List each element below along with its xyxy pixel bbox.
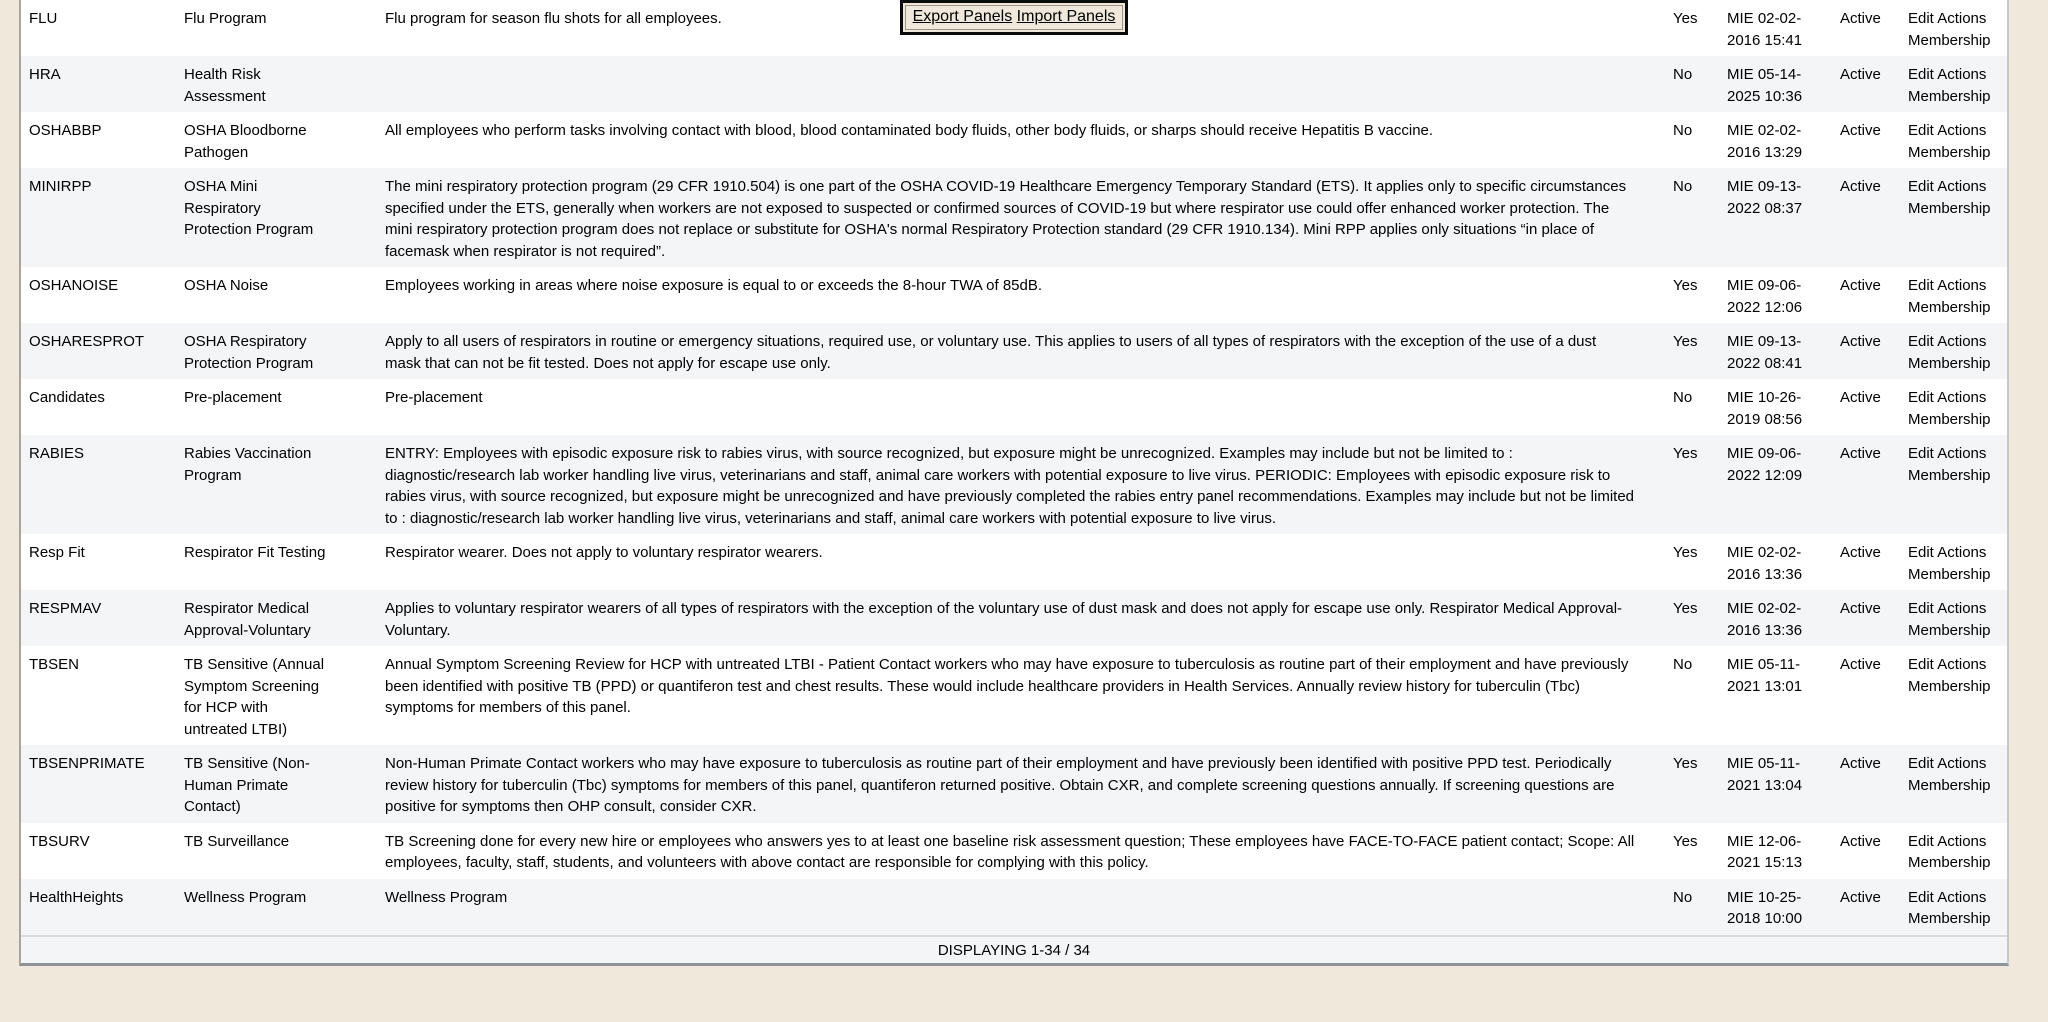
actions-link[interactable]: Actions — [1937, 888, 1987, 906]
table-row — [21, 646, 2007, 745]
membership-link[interactable]: Membership — [1908, 298, 1991, 316]
panel-code-cell: TBSURV — [29, 832, 90, 850]
panel-actions-cell — [1900, 534, 2007, 590]
panel-actions-cell — [1900, 435, 2007, 534]
panel-name-cell: TB Sensitive (Annual Symptom Screening for HCP with untreated LTBI) — [184, 656, 325, 738]
panel-actions-cell — [1900, 823, 2007, 879]
panel-flag-cell: Yes — [1665, 745, 1719, 823]
panel-description-cell: Respirator wearer. Does not apply to voluntary respirator wearers. — [385, 544, 823, 561]
membership-link[interactable]: Membership — [1908, 910, 1991, 927]
panel-code-cell: HealthHeights — [21, 879, 176, 936]
panel-name-cell: TB Sensitive (Non-Human Primate Contact) — [176, 745, 377, 823]
panel-code-cell: RESPMAV — [21, 590, 176, 646]
table-row — [21, 323, 2007, 379]
edit-link[interactable]: Edit — [1908, 445, 1934, 462]
edit-link[interactable]: Edit — [1908, 66, 1934, 83]
panel-modified-cell: MIE 02-02-2016 13:36 — [1727, 544, 1803, 583]
panel-code-cell: OSHABBP — [29, 122, 102, 139]
panel-code-cell: Resp Fit — [29, 544, 85, 561]
edit-link[interactable]: Edit — [1908, 277, 1934, 294]
table-row — [21, 823, 2007, 879]
actions-link[interactable]: Actions — [1937, 122, 1987, 139]
membership-link[interactable]: Membership — [1908, 677, 1991, 695]
panel-description-cell: Employees working in areas where noise exposure is equal to or exceeds the 8-hour TWA of 85dB. — [385, 277, 1043, 294]
panel-flag-cell: Yes — [1665, 323, 1719, 379]
membership-link[interactable]: Membership — [1908, 776, 1991, 794]
edit-link[interactable]: Edit — [1908, 544, 1934, 561]
membership-link[interactable]: Membership — [1908, 199, 1991, 217]
membership-link[interactable]: Membership — [1908, 565, 1991, 583]
membership-link[interactable]: Membership — [1908, 87, 1991, 105]
panel-flag-cell: No — [1673, 122, 1693, 139]
edit-link[interactable]: Edit — [1908, 333, 1934, 350]
panel-name-cell: Flu Program — [184, 10, 267, 27]
panel-modified-cell: MIE 10-26-2019 08:56 — [1727, 389, 1803, 428]
table-row — [21, 435, 2007, 534]
panel-status-cell: Active — [1832, 745, 1900, 823]
panel-name-cell: Pre-placement — [184, 389, 282, 406]
membership-link[interactable]: Membership — [1908, 466, 1991, 484]
actions-link[interactable]: Actions — [1937, 10, 1987, 27]
table-row — [21, 534, 2007, 590]
export-panels-link[interactable]: Export Panels — [912, 8, 1013, 25]
panel-status-cell: Active — [1832, 56, 1900, 112]
panel-modified-cell: MIE 09-13-2022 08:37 — [1719, 168, 1832, 267]
panel-modified-cell: MIE 02-02-2016 15:41 — [1727, 10, 1803, 49]
edit-link[interactable]: Edit — [1908, 656, 1934, 673]
actions-link[interactable]: Actions — [1937, 544, 1987, 561]
panel-actions-cell — [1900, 323, 2007, 379]
actions-link[interactable]: Actions — [1937, 333, 1987, 350]
panel-flag-cell: Yes — [1673, 277, 1698, 294]
panel-actions-cell — [1900, 168, 2007, 267]
actions-link[interactable]: Actions — [1937, 445, 1987, 462]
panel-status-cell: Active — [1832, 435, 1900, 534]
edit-link[interactable]: Edit — [1908, 888, 1934, 906]
panel-status-cell: Active — [1840, 832, 1881, 850]
panel-code-cell: MINIRPP — [21, 168, 176, 267]
panel-name-cell: OSHA Noise — [184, 277, 269, 294]
panel-name-cell: Health Risk Assessment — [176, 56, 377, 112]
panel-modified-cell: MIE 10-25-2018 10:00 — [1719, 879, 1832, 936]
panel-actions-cell — [1900, 745, 2007, 823]
table-row — [21, 112, 2007, 168]
panel-description-cell: Annual Symptom Screening Review for HCP with untreated LTBI - Patient Contact workers who may have exposure to tuberculosis as routine part of their employment and have previously been identified with positive TB (PPD) or quantiferon test and chest results. These would include healthcare providers in Health Services. Annually review history for tuberculin (Tbc) symptoms for members of this panel. — [385, 656, 1629, 716]
edit-link[interactable]: Edit — [1908, 122, 1934, 139]
panel-flag-cell: No — [1665, 56, 1719, 112]
panel-code-cell: Candidates — [29, 389, 105, 406]
panel-code-cell: TBSENPRIMATE — [21, 745, 176, 823]
panel-name-cell: OSHA Respiratory Protection Program — [176, 323, 377, 379]
panel-status-cell: Active — [1832, 879, 1900, 936]
actions-link[interactable]: Actions — [1937, 66, 1987, 83]
panel-flag-cell: Yes — [1673, 10, 1698, 27]
panel-flag-cell: Yes — [1665, 590, 1719, 646]
panel-flag-cell: No — [1673, 389, 1693, 406]
table-row — [21, 168, 2007, 267]
actions-link[interactable]: Actions — [1937, 832, 1987, 850]
edit-link[interactable]: Edit — [1908, 755, 1934, 772]
membership-link[interactable]: Membership — [1908, 621, 1991, 639]
panel-actions-cell — [1900, 112, 2007, 168]
table-footer-row — [21, 936, 2007, 964]
panel-status-cell: Active — [1840, 10, 1881, 27]
panel-actions-bar — [900, 0, 1129, 35]
membership-link[interactable]: Membership — [1908, 354, 1991, 372]
panel-modified-cell: MIE 09-06-2022 12:09 — [1719, 435, 1832, 534]
table-row — [21, 267, 2007, 323]
panel-status-cell: Active — [1832, 590, 1900, 646]
panel-status-cell: Active — [1840, 389, 1881, 406]
panel-description-cell: ENTRY: Employees with episodic exposure risk to rabies virus, with source recognized, but exposure might be unrecognized. Examples may include but not be limited to : diagnostic/research lab worker handling live virus, veterinarians and staff, animal care workers with potential exposure to live virus. PERIODIC: Employees with episodic exposure risk to rabies virus, with source recognized, but exposure might be unrecognized and have previously completed the rabies entry panel recommendations. Examples may include but not be limited to : diagnostic/research lab worker handling live virus, veterinarians and staff, animal care workers with potential exposure to live virus. — [377, 435, 1665, 534]
panel-modified-cell: MIE 02-02-2016 13:36 — [1719, 590, 1832, 646]
panel-actions-cell — [1900, 590, 2007, 646]
panel-flag-cell: Yes — [1673, 544, 1698, 561]
panel-modified-cell: MIE 05-14-2025 10:36 — [1719, 56, 1832, 112]
panel-code-cell: HRA — [21, 56, 176, 112]
panel-name-cell: Wellness Program — [176, 879, 377, 936]
panel-status-cell: Active — [1840, 656, 1881, 673]
panel-flag-cell: Yes — [1665, 435, 1719, 534]
panel-actions-cell — [1900, 879, 2007, 936]
panel-status-cell: Active — [1840, 277, 1881, 294]
panel-flag-cell: No — [1673, 656, 1693, 673]
panel-description-cell: All employees who perform tasks involving contact with blood, blood contaminated body fluids, other body fluids, or sharps should receive Hepatitis B vaccine. — [385, 122, 1434, 139]
panel-description-cell: Apply to all users of respirators in routine or emergency situations, required use, or voluntary use. This applies to users of all types of respirators with the exception of the use of a dust mask that can not be fit tested. Does not apply for escape use only. — [377, 323, 1665, 379]
actions-link[interactable]: Actions — [1937, 600, 1987, 617]
panel-code-cell: OSHANOISE — [29, 277, 119, 294]
panel-code-cell: FLU — [29, 10, 58, 27]
panel-flag-cell: No — [1665, 168, 1719, 267]
panel-modified-cell: MIE 09-06-2022 12:06 — [1727, 277, 1803, 316]
panel-modified-cell: MIE 02-02-2016 13:29 — [1727, 122, 1803, 161]
membership-link[interactable]: Membership — [1908, 410, 1991, 428]
edit-link[interactable]: Edit — [1908, 178, 1934, 195]
panel-status-cell: Active — [1840, 122, 1881, 139]
panel-description-cell: The mini respiratory protection program (29 CFR 1910.504) is one part of the OSHA COVID-19 Healthcare Emergency Temporary Standard (ETS). It applies only to specific circumstances specified under the ETS, generally when workers are not exposed to suspected or confirmed sources of COVID-19 but where respirator use could offer enhanced worker protection. The mini respiratory protection program does not replace or substitute for OSHA's normal Respiratory Protection standard (29 CFR 1910.134). Mini RPP applies only situations “in place of facemask when respirator is not required”. — [377, 168, 1665, 267]
panel-name-cell: TB Surveillance — [184, 832, 290, 850]
panel-name-cell: Rabies Vaccination Program — [176, 435, 377, 534]
membership-link[interactable]: Membership — [1908, 31, 1991, 49]
panel-description-cell: TB Screening done for every new hire or employees who answers yes to at least one baseline risk assessment question; These employees have FACE-TO-FACE patient contact; Scope: All employees, faculty, staff, students, and volunteers with above contact are responsible for complying with this policy. — [385, 832, 1635, 871]
panel-actions-cell — [1900, 379, 2007, 435]
edit-link[interactable]: Edit — [1908, 832, 1934, 850]
panel-description-cell: Non-Human Primate Contact workers who may have exposure to tuberculosis as routine part of their employment and have previously been identified with positive PPD test. Periodically review history for tuberculin (Tbc) symptoms for members of this panel, quantiferon returned positive. Obtain CXR, and complete screening questions annually. If screening questions are positive for symptoms then OHP consult, consider CXR. — [377, 745, 1665, 823]
table-row — [21, 56, 2007, 112]
panel-modified-cell: MIE 05-11-2021 13:01 — [1727, 656, 1803, 695]
actions-link[interactable]: Actions — [1937, 656, 1987, 673]
import-panels-link[interactable]: Import Panels — [1016, 8, 1116, 25]
panel-code-cell: TBSEN — [29, 656, 80, 673]
table-row — [21, 879, 2007, 936]
membership-link[interactable]: Membership — [1908, 854, 1991, 871]
table-row — [21, 379, 2007, 435]
panel-description-cell: Pre-placement — [385, 389, 483, 406]
panel-code-cell: RABIES — [21, 435, 176, 534]
panel-name-cell: Respirator Medical Approval-Voluntary — [176, 590, 377, 646]
panel-name-cell: OSHA Mini Respiratory Protection Program — [176, 168, 377, 267]
panel-description-cell — [377, 56, 1665, 112]
panel-description-cell: Applies to voluntary respirator wearers of all types of respirators with the exception of the voluntary use of dust mask and does not apply for escape use only. Respirator Medical Approval-Voluntary. — [377, 590, 1665, 646]
panel-actions-cell — [1900, 56, 2007, 112]
panel-name-cell: Respirator Fit Testing — [184, 544, 326, 561]
panel-actions-cell — [1900, 267, 2007, 323]
panel-actions-cell — [1900, 646, 2007, 745]
panel-modified-cell: MIE 12-06-2021 15:13 — [1727, 832, 1803, 871]
actions-link[interactable]: Actions — [1937, 277, 1987, 294]
edit-link[interactable]: Edit — [1908, 389, 1934, 406]
panel-modified-cell: MIE 09-13-2022 08:41 — [1719, 323, 1832, 379]
actions-link[interactable]: Actions — [1937, 178, 1987, 195]
panel-description-cell: Flu program for season flu shots for all employees. — [385, 10, 722, 27]
displaying-count: DISPLAYING 1-34 / 34 — [21, 936, 2007, 964]
panel-modified-cell: MIE 05-11-2021 13:04 — [1719, 745, 1832, 823]
panel-status-cell: Active — [1832, 168, 1900, 267]
panel-name-cell: OSHA Bloodborne Pathogen — [184, 122, 307, 161]
panels-table-grid — [21, 0, 2007, 963]
panel-code-cell: OSHARESPROT — [21, 323, 176, 379]
panel-status-cell: Active — [1840, 544, 1881, 561]
table-row — [21, 590, 2007, 646]
panel-flag-cell: No — [1665, 879, 1719, 936]
panel-description-cell: Wellness Program — [377, 879, 1665, 936]
panel-flag-cell: Yes — [1673, 832, 1698, 850]
panel-status-cell: Active — [1832, 323, 1900, 379]
panel-actions-bar-wrap — [19, 0, 2009, 35]
membership-link[interactable]: Membership — [1908, 143, 1991, 161]
edit-link[interactable]: Edit — [1908, 10, 1934, 27]
panels-table — [19, 0, 2009, 966]
table-row — [21, 745, 2007, 823]
actions-link[interactable]: Actions — [1937, 389, 1987, 406]
edit-link[interactable]: Edit — [1908, 600, 1934, 617]
actions-link[interactable]: Actions — [1937, 755, 1987, 772]
